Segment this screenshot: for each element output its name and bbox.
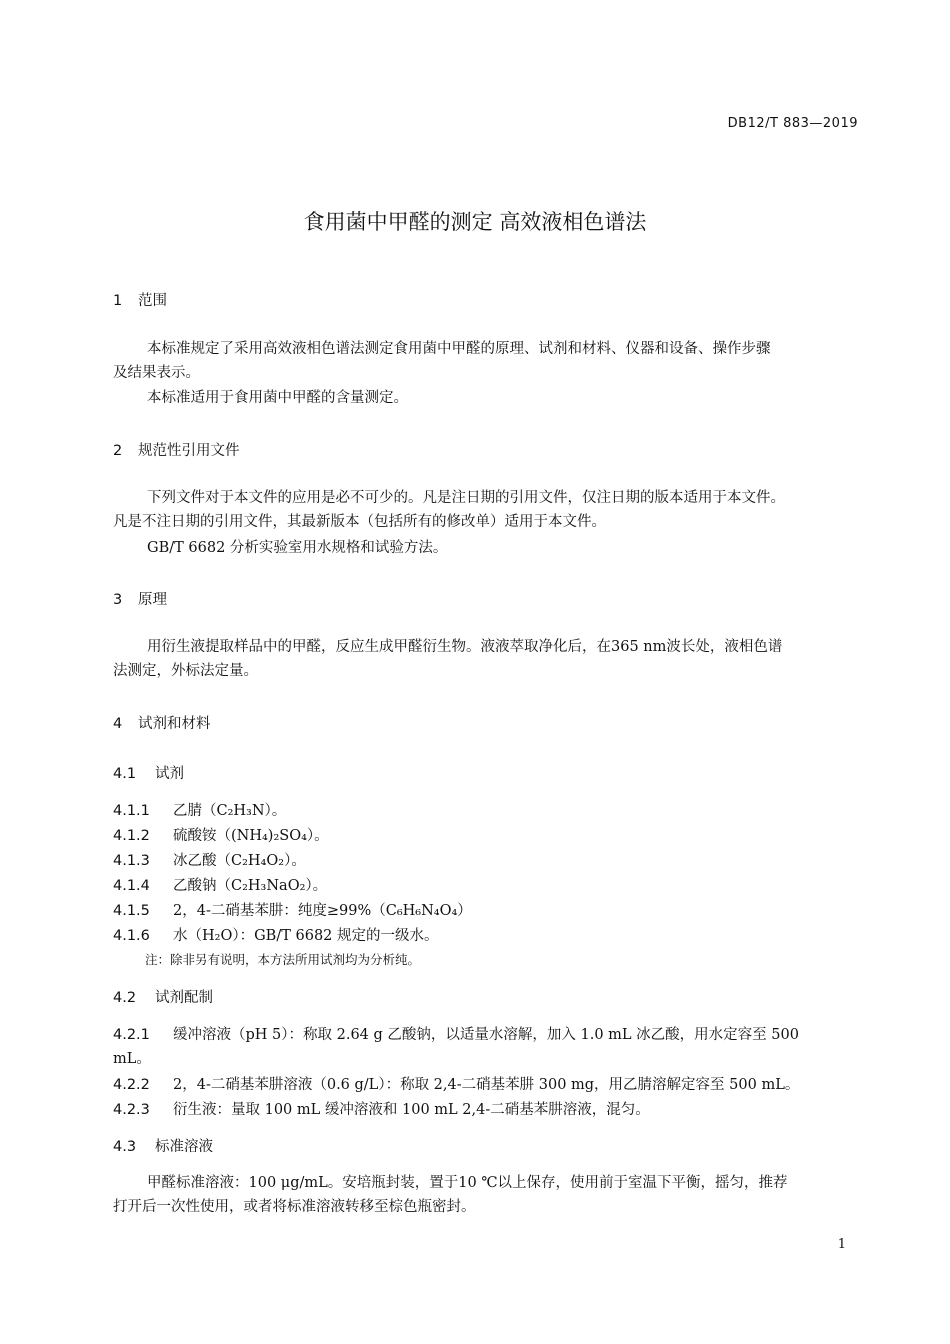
section-title: 范围 bbox=[138, 293, 167, 309]
text-line: 甲醛标准溶液：100 μg/mL。安培瓶封装，置于10 ℃以上保存，使用前于室温下平衡，摇匀，推荐 bbox=[147, 1175, 788, 1191]
text-line: 及结果表示。 bbox=[113, 365, 200, 381]
scope-paragraph-2: 本标准适用于食用菌中甲醛的含量测定。 bbox=[147, 390, 408, 406]
item-text: 冰乙酸（C₂H₄O₂）。 bbox=[173, 853, 306, 869]
text-line: 本标准规定了采用高效液相色谱法测定食用菌中甲醛的原理、试剂和材料、仪器和设备、操作步骤 bbox=[147, 341, 771, 357]
page-title: 食用菌中甲醛的测定 高效液相色谱法 bbox=[303, 210, 647, 234]
item-number: 4.1.4 bbox=[113, 878, 150, 894]
preparation-item bbox=[113, 1073, 799, 1094]
preparation-item-continuation: mL。 bbox=[113, 1051, 151, 1067]
item-text: 衍生液：量取 100 mL 缓冲溶液和 100 mL 2,4-二硝基苯肼溶液，混匀。 bbox=[173, 1102, 650, 1118]
subsection-number: 4.3 bbox=[113, 1139, 137, 1155]
note bbox=[145, 950, 420, 968]
item-text: 水（H₂O）：GB/T 6682 规定的一级水。 bbox=[173, 928, 439, 944]
text-line: 打开后一次性使用，或者将标准溶液转移至棕色瓶密封。 bbox=[113, 1199, 476, 1215]
item-number: 4.1.1 bbox=[113, 803, 150, 819]
section-number: 2 bbox=[113, 443, 123, 459]
section-title: 规范性引用文件 bbox=[138, 443, 240, 459]
note-label: 注： bbox=[145, 952, 171, 967]
item-number: 4.1.5 bbox=[113, 903, 150, 919]
reagent-item bbox=[113, 899, 472, 920]
page-number: 1 bbox=[837, 1237, 846, 1252]
subsection-title: 试剂配制 bbox=[155, 990, 213, 1006]
note-text: 除非另有说明，本方法所用试剂均为分析纯。 bbox=[170, 952, 421, 967]
text-line: 凡是不注日期的引用文件，其最新版本（包括所有的修改单）适用于本文件。 bbox=[113, 514, 606, 530]
subsection-title: 标准溶液 bbox=[155, 1139, 213, 1155]
item-text: 乙酸钠（C₂H₃NaO₂）。 bbox=[173, 878, 328, 894]
item-text: 乙腈（C₂H₃N）。 bbox=[173, 803, 287, 819]
item-number: 4.2.1 bbox=[113, 1027, 150, 1043]
section-heading-4 bbox=[113, 712, 211, 733]
item-text: 2，4-二硝基苯肼溶液（0.6 g/L）：称取 2,4-二硝基苯肼 300 mg，用乙腈溶解定容至 500 mL。 bbox=[173, 1077, 800, 1093]
section-number: 1 bbox=[113, 293, 123, 309]
item-number: 4.1.3 bbox=[113, 853, 150, 869]
item-text: 硫酸铵（(NH₄)₂SO₄）。 bbox=[173, 828, 329, 844]
standard-solution-paragraph bbox=[113, 1171, 859, 1219]
item-number: 4.2.2 bbox=[113, 1077, 150, 1093]
subsection-heading-4-3 bbox=[113, 1135, 213, 1156]
subsection-number: 4.2 bbox=[113, 990, 137, 1006]
item-number: 4.1.2 bbox=[113, 828, 150, 844]
text-line: 用衍生液提取样品中的甲醛，反应生成甲醛衍生物。液液萃取净化后，在365 nm波长处，液相色谱 bbox=[147, 639, 783, 655]
scope-paragraph bbox=[113, 337, 859, 385]
text-line: 下列文件对于本文件的应用是必不可少的。凡是注日期的引用文件，仅注日期的版本适用于本文件。 bbox=[147, 490, 785, 506]
normative-references-paragraph bbox=[113, 486, 859, 534]
section-number: 4 bbox=[113, 716, 123, 732]
subsection-heading-4-1 bbox=[113, 762, 184, 783]
principle-paragraph bbox=[113, 635, 859, 683]
section-title: 原理 bbox=[138, 592, 167, 608]
item-number: 4.1.6 bbox=[113, 928, 150, 944]
item-text: 2，4-二硝基苯肼：纯度≥99%（C₆H₆N₄O₄） bbox=[173, 903, 472, 919]
section-number: 3 bbox=[113, 592, 123, 608]
section-heading-1 bbox=[113, 289, 167, 310]
subsection-title: 试剂 bbox=[155, 766, 184, 782]
subsection-heading-4-2 bbox=[113, 986, 213, 1007]
reagent-item bbox=[113, 874, 327, 895]
section-heading-2 bbox=[113, 439, 240, 460]
reference-entry: GB/T 6682 分析实验室用水规格和试验方法。 bbox=[147, 540, 448, 556]
text-line: 法测定，外标法定量。 bbox=[113, 663, 258, 679]
section-heading-3 bbox=[113, 588, 167, 609]
preparation-item bbox=[113, 1023, 799, 1044]
preparation-item bbox=[113, 1098, 650, 1119]
item-number: 4.2.3 bbox=[113, 1102, 150, 1118]
reagent-item bbox=[113, 924, 439, 945]
reagent-item bbox=[113, 799, 286, 820]
item-text: 缓冲溶液（pH 5）：称取 2.64 g 乙酸钠，以适量水溶解，加入 1.0 mL 冰乙酸，用水定容至 500 bbox=[173, 1027, 799, 1043]
reagent-item bbox=[113, 849, 306, 870]
document-code: DB12/T 883—2019 bbox=[727, 116, 858, 131]
section-title: 试剂和材料 bbox=[138, 716, 211, 732]
reagent-item bbox=[113, 824, 329, 845]
subsection-number: 4.1 bbox=[113, 766, 137, 782]
